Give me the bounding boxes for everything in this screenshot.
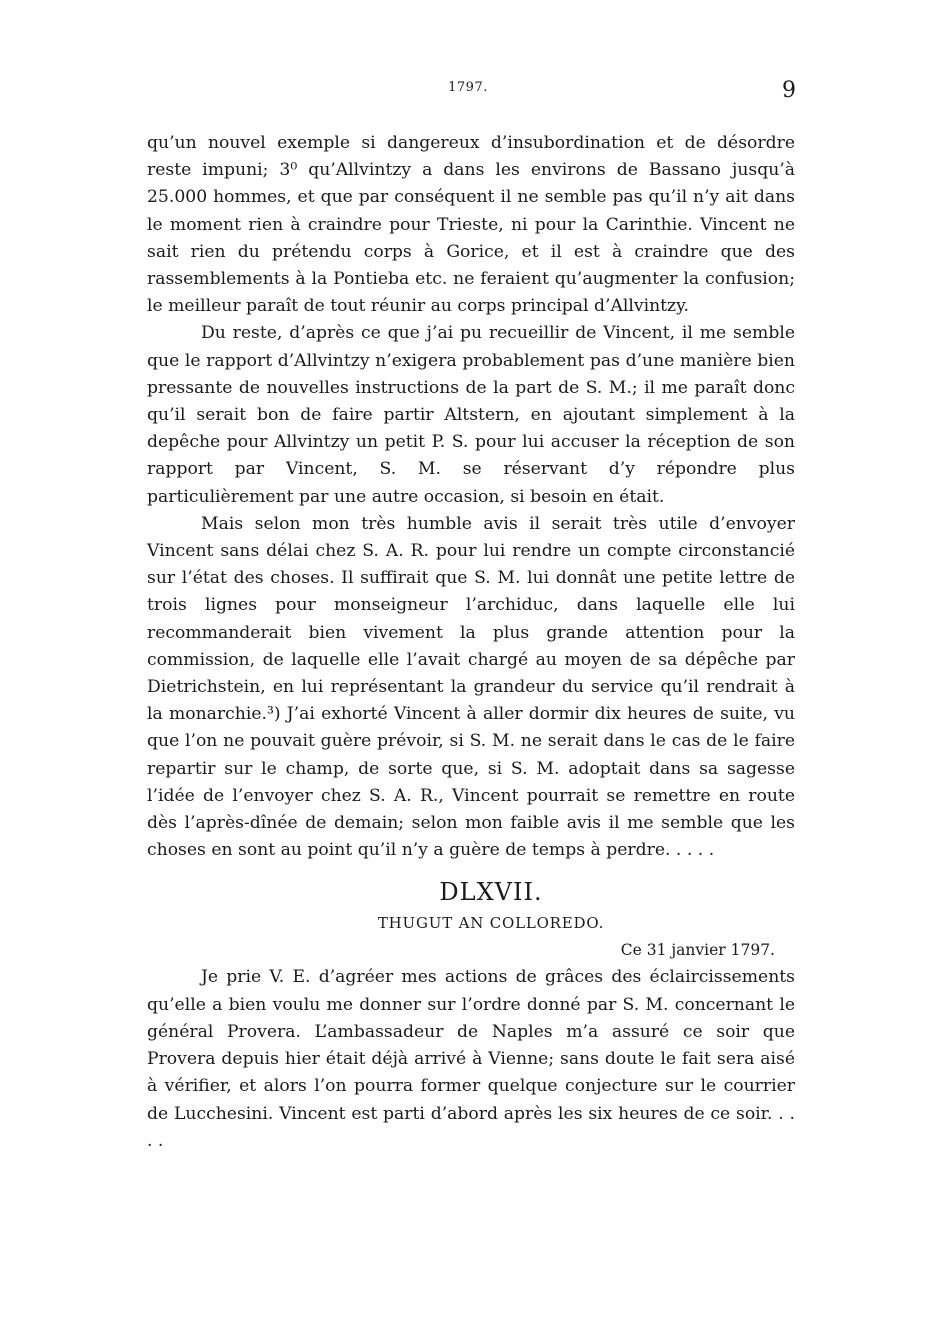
page-number: 9 [782, 78, 796, 103]
letter-paragraph: Je prie V. E. d’agréer mes actions de grâces des éclaircissements qu’elle a bien voulu me donner sur l’ordre donné par S. M. concernant le général Provera. L’ambassadeur de Naples m’a assuré ce soir que Provera depuis hier était déjà arrivé à Vienne; sans doute le fait sera aisé à vérifier, et alors l’on pourra former quelque conjecture sur le courrier de Lucchesini. Vincent est parti d’abord après les six heures de ce soir. . . . . [147, 967, 795, 1151]
section-number: DLXVII. [439, 878, 543, 907]
paragraph-mais-selon: Mais selon mon très humble avis il serait très utile d’envoyer Vincent sans délai chez S. A. R. pour lui rendre un compte circonstancié sur l’état des choses. Il suffirait que S. M. lui donnât une petite lettre de trois lignes pour monseigneur l’archiduc, dans laquelle elle lui recommanderait bien vivement la plus grande attention pour la commission, de laquelle elle l’avait chargé au moyen de sa dépêche par Dietrichstein, en lui représentant la grandeur du service qu’il rendrait à la monarchie.³) J’ai exhorté Vincent à aller dormir dix heures de suite, vu que l’on ne pouvait guère prévoir, si S. M. ne serait dans le cas de le faire repartir sur le champ, de sorte que, si S. M. adoptait dans sa sagesse l’idée de l’envoyer chez S. A. R., Vincent pourrait se remettre en route dès l’après-dînée de demain; selon mon faible avis il me semble que les choses en sont au point qu’il n’y a guère de temps à perdre. . . . . [147, 513, 795, 861]
body-text [147, 130, 795, 1155]
paragraph-du-reste: Du reste, d’après ce que j’ai pu recueillir de Vincent, il me semble que le rapport d’Allvintzy n’exigera probablement pas d’une manière bien pressante de nouvelles instructions de la part de S. M.; il me paraît donc qu’il serait bon de faire partir Altstern, en ajoutant simplement à la depêche pour Allvintzy un petit P. S. pour lui accuser la réception de son rapport par Vincent, S. M. se réservant d’y répondre plus particulièrement par une autre occasion, si besoin en était. [147, 323, 795, 507]
section-heading: THUGUT AN COLLOREDO. [377, 914, 605, 933]
paragraph-continuation: qu’un nouvel exemple si dangereux d’insubordination et de désordre reste impuni; 3⁰ qu’Allvintzy a dans les environs de Bassano jusqu’à 25.000 hommes, et que par conséquent il ne semble pas qu’il n’y ait dans le moment rien à craindre pour Trieste, ni pour la Carinthie. Vincent ne sait rien du prétendu corps à Gorice, et il est à craindre que des rassemblements à la Pontieba etc. ne feraient qu’augmenter la confusion; le meilleur paraît de tout réunir au corps principal d’Allvintzy. [147, 133, 795, 317]
running-title: 1797. [448, 80, 488, 95]
letter-dateline: Ce 31 janvier 1797. [620, 941, 775, 960]
